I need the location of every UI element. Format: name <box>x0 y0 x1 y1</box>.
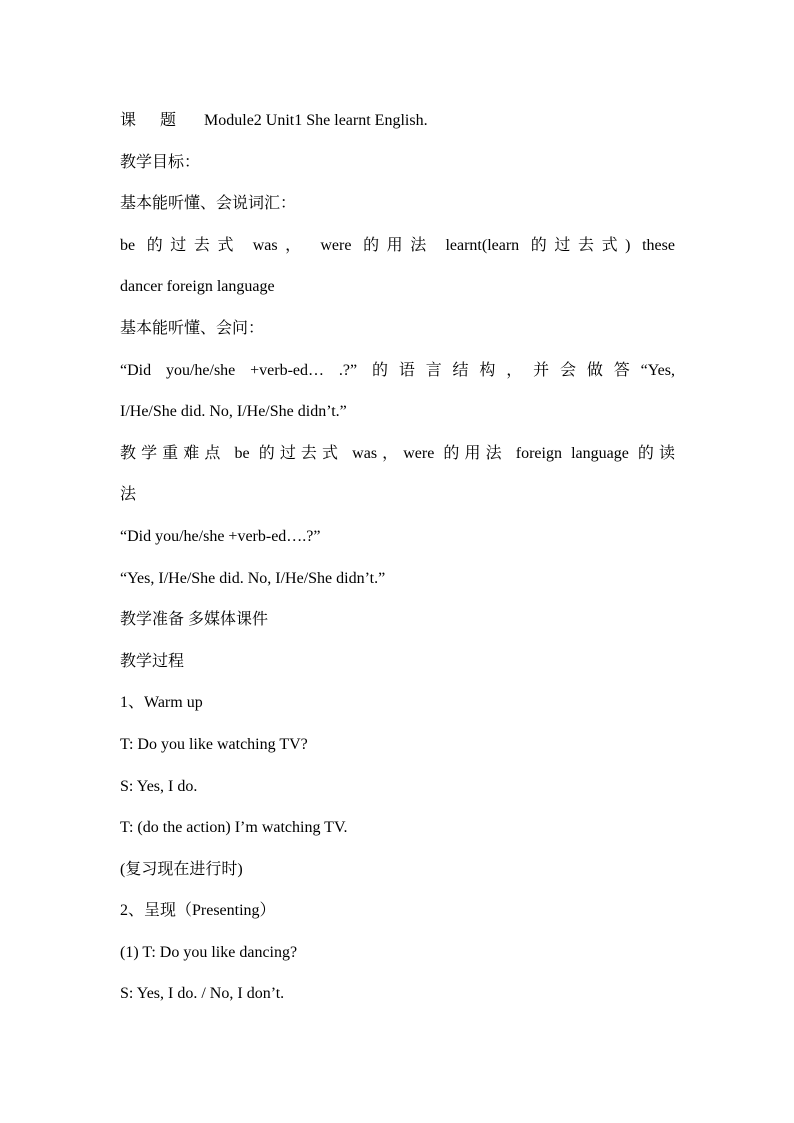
key-points-line-2: 法 <box>120 486 137 504</box>
key-question-pattern: “Did you/he/she +verb-ed….?” <box>120 527 321 545</box>
dialogue-line-4: (1) T: Do you like dancing? <box>120 943 298 961</box>
structure-line-2: I/He/She did. No, I/He/She didn’t.” <box>120 403 347 421</box>
question-goal-line: 基本能听懂、会问： <box>120 319 265 337</box>
structure-line-1: “Did you/he/she +verb-ed… .?” 的语言结构，并会做答“Yes, <box>120 361 675 379</box>
lesson-title-line <box>120 100 675 142</box>
key-points-line-1: 教学重难点 be 的过去式 was，were 的用法 foreign language 的读 <box>120 444 675 462</box>
teaching-process-heading: 教学过程 <box>120 652 185 670</box>
vocab-goal-line: 基本能听懂、会说词汇： <box>120 195 297 213</box>
teaching-preparation: 教学准备 多媒体课件 <box>120 611 269 629</box>
document-page <box>120 100 675 1015</box>
vocab-list-line-1: be 的过去式 was， were 的用法 learnt(learn 的过去式) these <box>120 236 675 254</box>
lesson-label-char-2: 题 <box>160 112 177 129</box>
presenting-heading: 2、呈现（Presenting） <box>120 902 276 920</box>
dialogue-line-1: T: Do you like watching TV? <box>120 735 308 753</box>
dialogue-line-2: S: Yes, I do. <box>120 777 198 795</box>
warm-up-heading: 1、Warm up <box>120 694 203 712</box>
dialogue-line-3: T: (do the action) I’m watching TV. <box>120 819 348 837</box>
lesson-title: Module2 Unit1 She learnt English. <box>204 112 428 129</box>
teaching-goals-heading: 教学目标： <box>120 153 201 171</box>
dialogue-line-5: S: Yes, I do. / No, I don’t. <box>120 985 285 1003</box>
lesson-label-char-1: 课 <box>120 112 137 129</box>
key-answer-pattern: “Yes, I/He/She did. No, I/He/She didn’t.” <box>120 569 386 587</box>
vocab-list-line-2: dancer foreign language <box>120 278 275 296</box>
review-note: (复习现在进行时) <box>120 860 243 878</box>
